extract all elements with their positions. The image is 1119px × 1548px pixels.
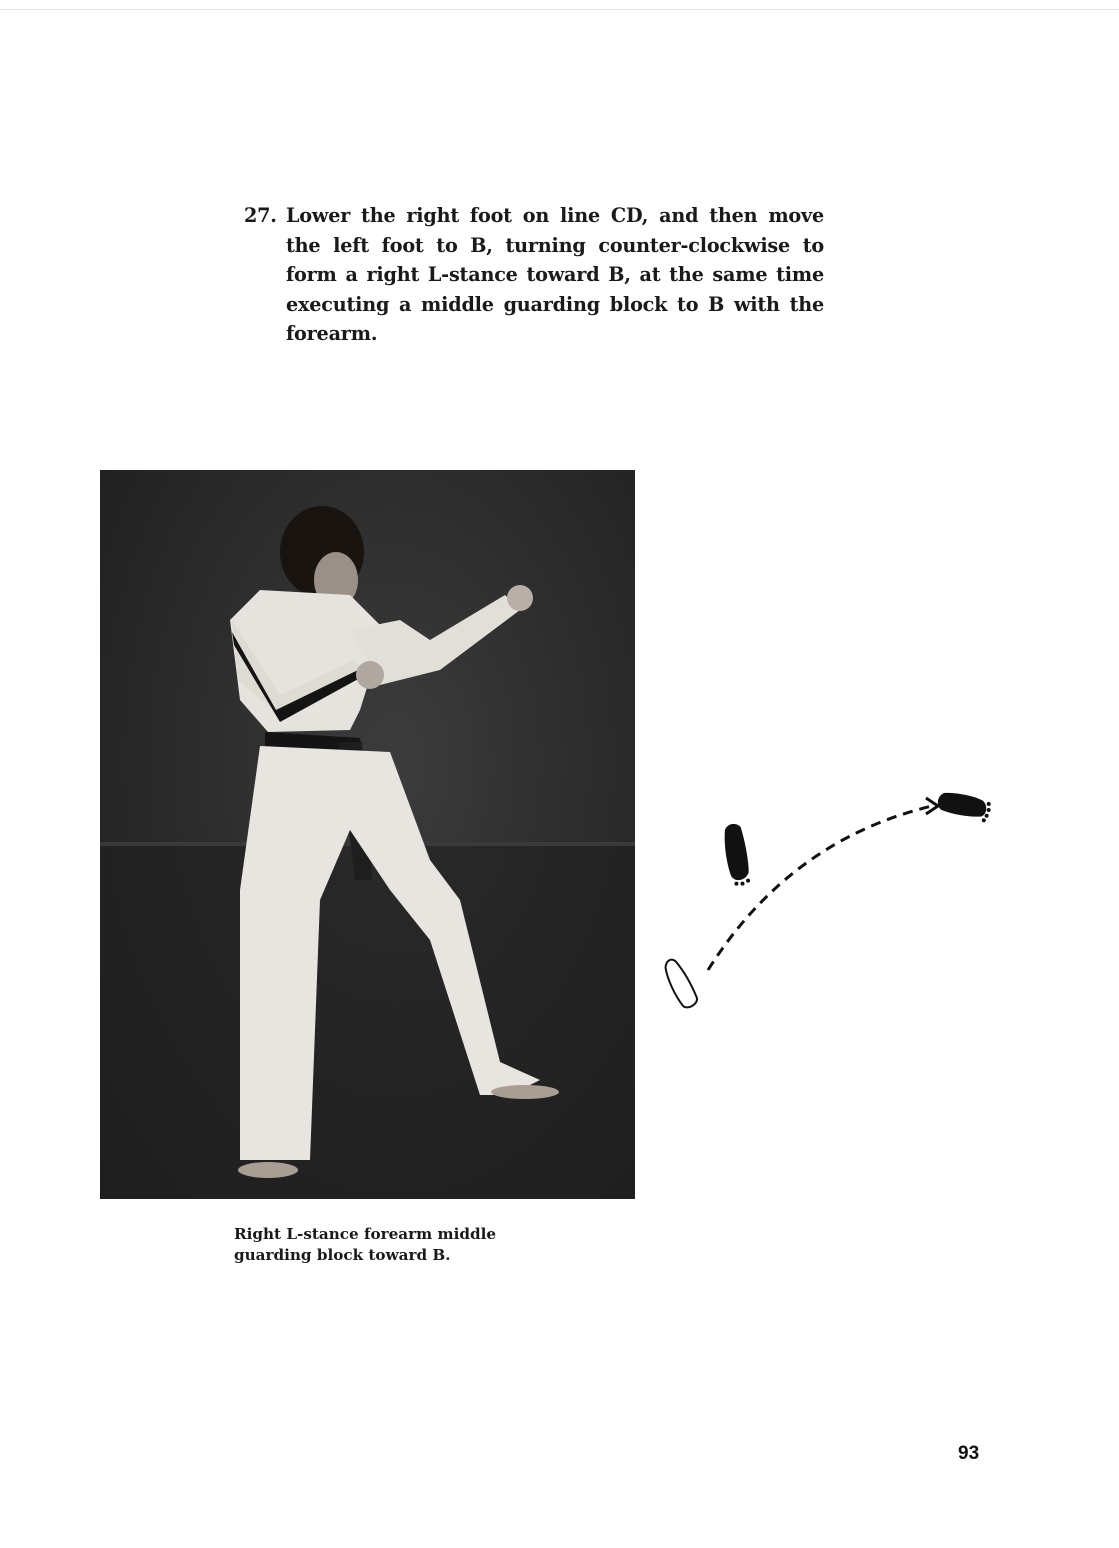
footwork-diagram <box>650 770 1010 1030</box>
solid-foot-icon <box>721 822 752 887</box>
technique-photo <box>100 470 635 1199</box>
solid-foot-end-icon <box>936 790 993 823</box>
page-number: 93 <box>958 1443 980 1464</box>
step-text: Lower the right foot on line CD, and then move the left foot to B, turning counter-clockwise to form a right L-stance toward B, at the same time executing a middle guarding block to B with the forearm. <box>286 204 824 345</box>
photo-caption: Right L-stance forearm middle guarding block toward B. <box>234 1225 497 1264</box>
step-number: 27. <box>244 204 277 227</box>
instruction-step <box>244 201 824 349</box>
outline-foot-icon <box>659 957 700 1010</box>
page-top-edge-rule <box>0 9 1119 10</box>
martial-artist-figure <box>100 470 635 1199</box>
